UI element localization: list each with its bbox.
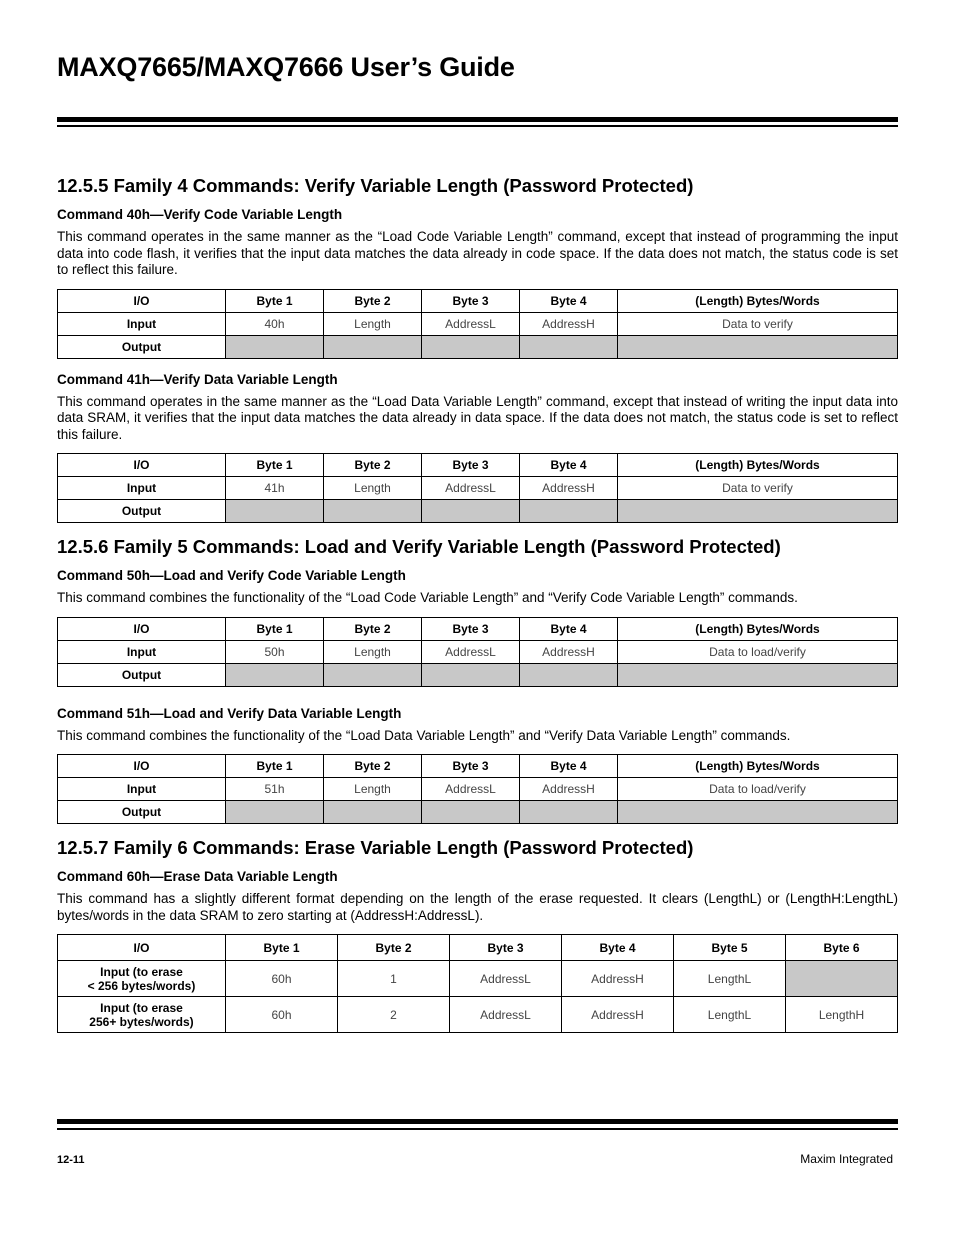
column-header: Byte 4 <box>562 935 674 961</box>
table-row <box>58 312 898 335</box>
table-cell: AddressL <box>422 477 520 500</box>
column-header: I/O <box>58 289 226 312</box>
table-row <box>58 500 898 523</box>
table-cell: 40h <box>226 312 324 335</box>
table-row <box>58 335 898 358</box>
command-description: This command has a slightly different format depending on the length of the erase requested. It clears (LengthL) or (LengthH:LengthL) bytes/words in the data SRAM to zero starting at (AddressH:AddressL). <box>57 891 898 923</box>
command-title: Command 51h—Load and Verify Data Variable Length <box>57 705 402 721</box>
column-header: Byte 3 <box>422 755 520 778</box>
shaded-cell <box>324 663 422 686</box>
shaded-cell <box>618 801 898 824</box>
command-title: Command 60h—Erase Data Variable Length <box>57 869 338 884</box>
table-cell: AddressL <box>422 640 520 663</box>
shaded-cell <box>226 335 324 358</box>
table-header-row <box>58 617 898 640</box>
shaded-cell <box>324 335 422 358</box>
command-description: This command operates in the same manner as the “Load Data Variable Length” command, except that instead of writing the input data into data SRAM, it verifies that the input data matches the data already in data space. If the data does not match, the status code is set to reflect this failure. <box>57 393 898 442</box>
column-header: Byte 3 <box>422 454 520 477</box>
shaded-cell <box>324 500 422 523</box>
column-header: Byte 2 <box>324 617 422 640</box>
table-cell: LengthL <box>674 997 786 1033</box>
column-header: Byte 2 <box>338 935 450 961</box>
column-header: Byte 4 <box>520 289 618 312</box>
table-cell: AddressL <box>422 778 520 801</box>
column-header: Byte 6 <box>786 935 898 961</box>
table-row <box>58 477 898 500</box>
table-cell: AddressH <box>520 778 618 801</box>
row-label-line: < 256 bytes/words) <box>87 978 196 993</box>
command-title: Command 41h—Verify Data Variable Length <box>57 371 338 387</box>
column-header: Byte 2 <box>324 454 422 477</box>
column-header: I/O <box>58 454 226 477</box>
column-header: Byte 5 <box>674 935 786 961</box>
table-header-row <box>58 935 898 961</box>
shaded-cell <box>324 801 422 824</box>
table-cell: Length <box>324 477 422 500</box>
column-header: (Length) Bytes/Words <box>618 755 898 778</box>
column-header: Byte 3 <box>422 617 520 640</box>
table-cell: AddressL <box>450 961 562 997</box>
shaded-cell <box>618 335 898 358</box>
table-cell: LengthL <box>674 961 786 997</box>
row-label-line: Input (to erase <box>100 1000 183 1015</box>
command-description: This command combines the functionality of the “Load Code Variable Length” and “Verify Code Variable Length” commands. <box>57 590 798 605</box>
section-heading: 12.5.6 Family 5 Commands: Load and Verify Variable Length (Password Protected) <box>57 536 781 557</box>
column-header: Byte 3 <box>422 289 520 312</box>
table-cell: Length <box>324 778 422 801</box>
shaded-cell <box>520 335 618 358</box>
header-rule-thin <box>57 125 898 127</box>
table-cell: 2 <box>338 997 450 1033</box>
column-header: Byte 3 <box>450 935 562 961</box>
row-label: Input <box>58 640 226 663</box>
footer-rule-thick <box>57 1119 898 1124</box>
table-cell: Data to load/verify <box>618 778 898 801</box>
shaded-cell <box>618 500 898 523</box>
table-row <box>58 961 898 997</box>
table-cell: AddressH <box>520 640 618 663</box>
table-cell: AddressL <box>422 312 520 335</box>
table-cell: AddressL <box>450 997 562 1033</box>
table-cell: 41h <box>226 477 324 500</box>
column-header: Byte 1 <box>226 755 324 778</box>
table-cell: Data to load/verify <box>618 640 898 663</box>
column-header: (Length) Bytes/Words <box>618 289 898 312</box>
shaded-cell <box>226 663 324 686</box>
table-row <box>58 663 898 686</box>
column-header: Byte 1 <box>226 617 324 640</box>
command-table <box>57 289 898 359</box>
row-label-line: 256+ bytes/words) <box>89 1014 194 1029</box>
shaded-cell <box>520 663 618 686</box>
section-heading: 12.5.7 Family 6 Commands: Erase Variable Length (Password Protected) <box>57 837 694 858</box>
row-label: Output <box>58 500 226 523</box>
table-row <box>58 778 898 801</box>
table-cell: AddressH <box>562 961 674 997</box>
command-title: Command 50h—Load and Verify Code Variable Length <box>57 568 406 583</box>
column-header: Byte 1 <box>226 454 324 477</box>
table-cell: 1 <box>338 961 450 997</box>
column-header: Byte 4 <box>520 755 618 778</box>
table-cell: 60h <box>226 961 338 997</box>
table-cell: AddressH <box>520 477 618 500</box>
command-table <box>57 453 898 523</box>
column-header: Byte 4 <box>520 617 618 640</box>
shaded-cell <box>422 335 520 358</box>
command-title: Command 40h—Verify Code Variable Length <box>57 207 343 222</box>
command-table <box>57 754 898 824</box>
table-cell: AddressH <box>520 312 618 335</box>
command-description: This command combines the functionality of the “Load Data Variable Length” and “Verify Data Variable Length” commands. <box>57 727 791 743</box>
table-row <box>58 640 898 663</box>
table-cell: Data to verify <box>618 312 898 335</box>
table-header-row <box>58 289 898 312</box>
row-label: Output <box>58 801 226 824</box>
shaded-cell <box>520 500 618 523</box>
row-label: Input <box>58 778 226 801</box>
column-header: Byte 4 <box>520 454 618 477</box>
page-title: MAXQ7665/MAXQ7666 User’s Guide <box>57 52 515 82</box>
row-label: Output <box>58 335 226 358</box>
footer-rule-thin <box>57 1128 898 1130</box>
row-label-line: Input (to erase <box>100 964 183 979</box>
column-header: I/O <box>58 755 226 778</box>
row-label: Output <box>58 663 226 686</box>
shaded-cell <box>226 500 324 523</box>
column-header: I/O <box>58 617 226 640</box>
column-header: Byte 2 <box>324 755 422 778</box>
row-label <box>58 961 226 997</box>
command-description: This command operates in the same manner as the “Load Code Variable Length” command, except that instead of programming the input data into code flash, it verifies that the input data matches the data already in code space. If the data does not match, the status code is set to reflect this failure. <box>57 229 898 277</box>
shaded-cell <box>786 961 898 997</box>
row-label: Input <box>58 477 226 500</box>
row-label <box>58 997 226 1033</box>
command-table <box>57 934 898 1033</box>
table-header-row <box>58 755 898 778</box>
table-row <box>58 997 898 1033</box>
column-header: Byte 1 <box>226 289 324 312</box>
column-header: Byte 2 <box>324 289 422 312</box>
table-cell: Data to verify <box>618 477 898 500</box>
shaded-cell <box>520 801 618 824</box>
table-header-row <box>58 454 898 477</box>
column-header: I/O <box>58 935 226 961</box>
table-cell: 60h <box>226 997 338 1033</box>
table-cell: LengthH <box>786 997 898 1033</box>
document-body <box>57 174 898 1045</box>
command-table <box>57 617 898 687</box>
table-cell: 50h <box>226 640 324 663</box>
shaded-cell <box>422 500 520 523</box>
column-header: (Length) Bytes/Words <box>618 617 898 640</box>
table-cell: Length <box>324 312 422 335</box>
shaded-cell <box>422 663 520 686</box>
company-name: Maxim Integrated <box>800 1152 893 1166</box>
row-label: Input <box>58 312 226 335</box>
table-cell: Length <box>324 640 422 663</box>
column-header: Byte 1 <box>226 935 338 961</box>
shaded-cell <box>618 663 898 686</box>
table-row <box>58 801 898 824</box>
table-cell: 51h <box>226 778 324 801</box>
page-number: 12-11 <box>57 1154 85 1166</box>
shaded-cell <box>226 801 324 824</box>
shaded-cell <box>422 801 520 824</box>
column-header: (Length) Bytes/Words <box>618 454 898 477</box>
section-heading: 12.5.5 Family 4 Commands: Verify Variable Length (Password Protected) <box>57 175 694 196</box>
table-cell: AddressH <box>562 997 674 1033</box>
header-rule-thick <box>57 117 898 122</box>
